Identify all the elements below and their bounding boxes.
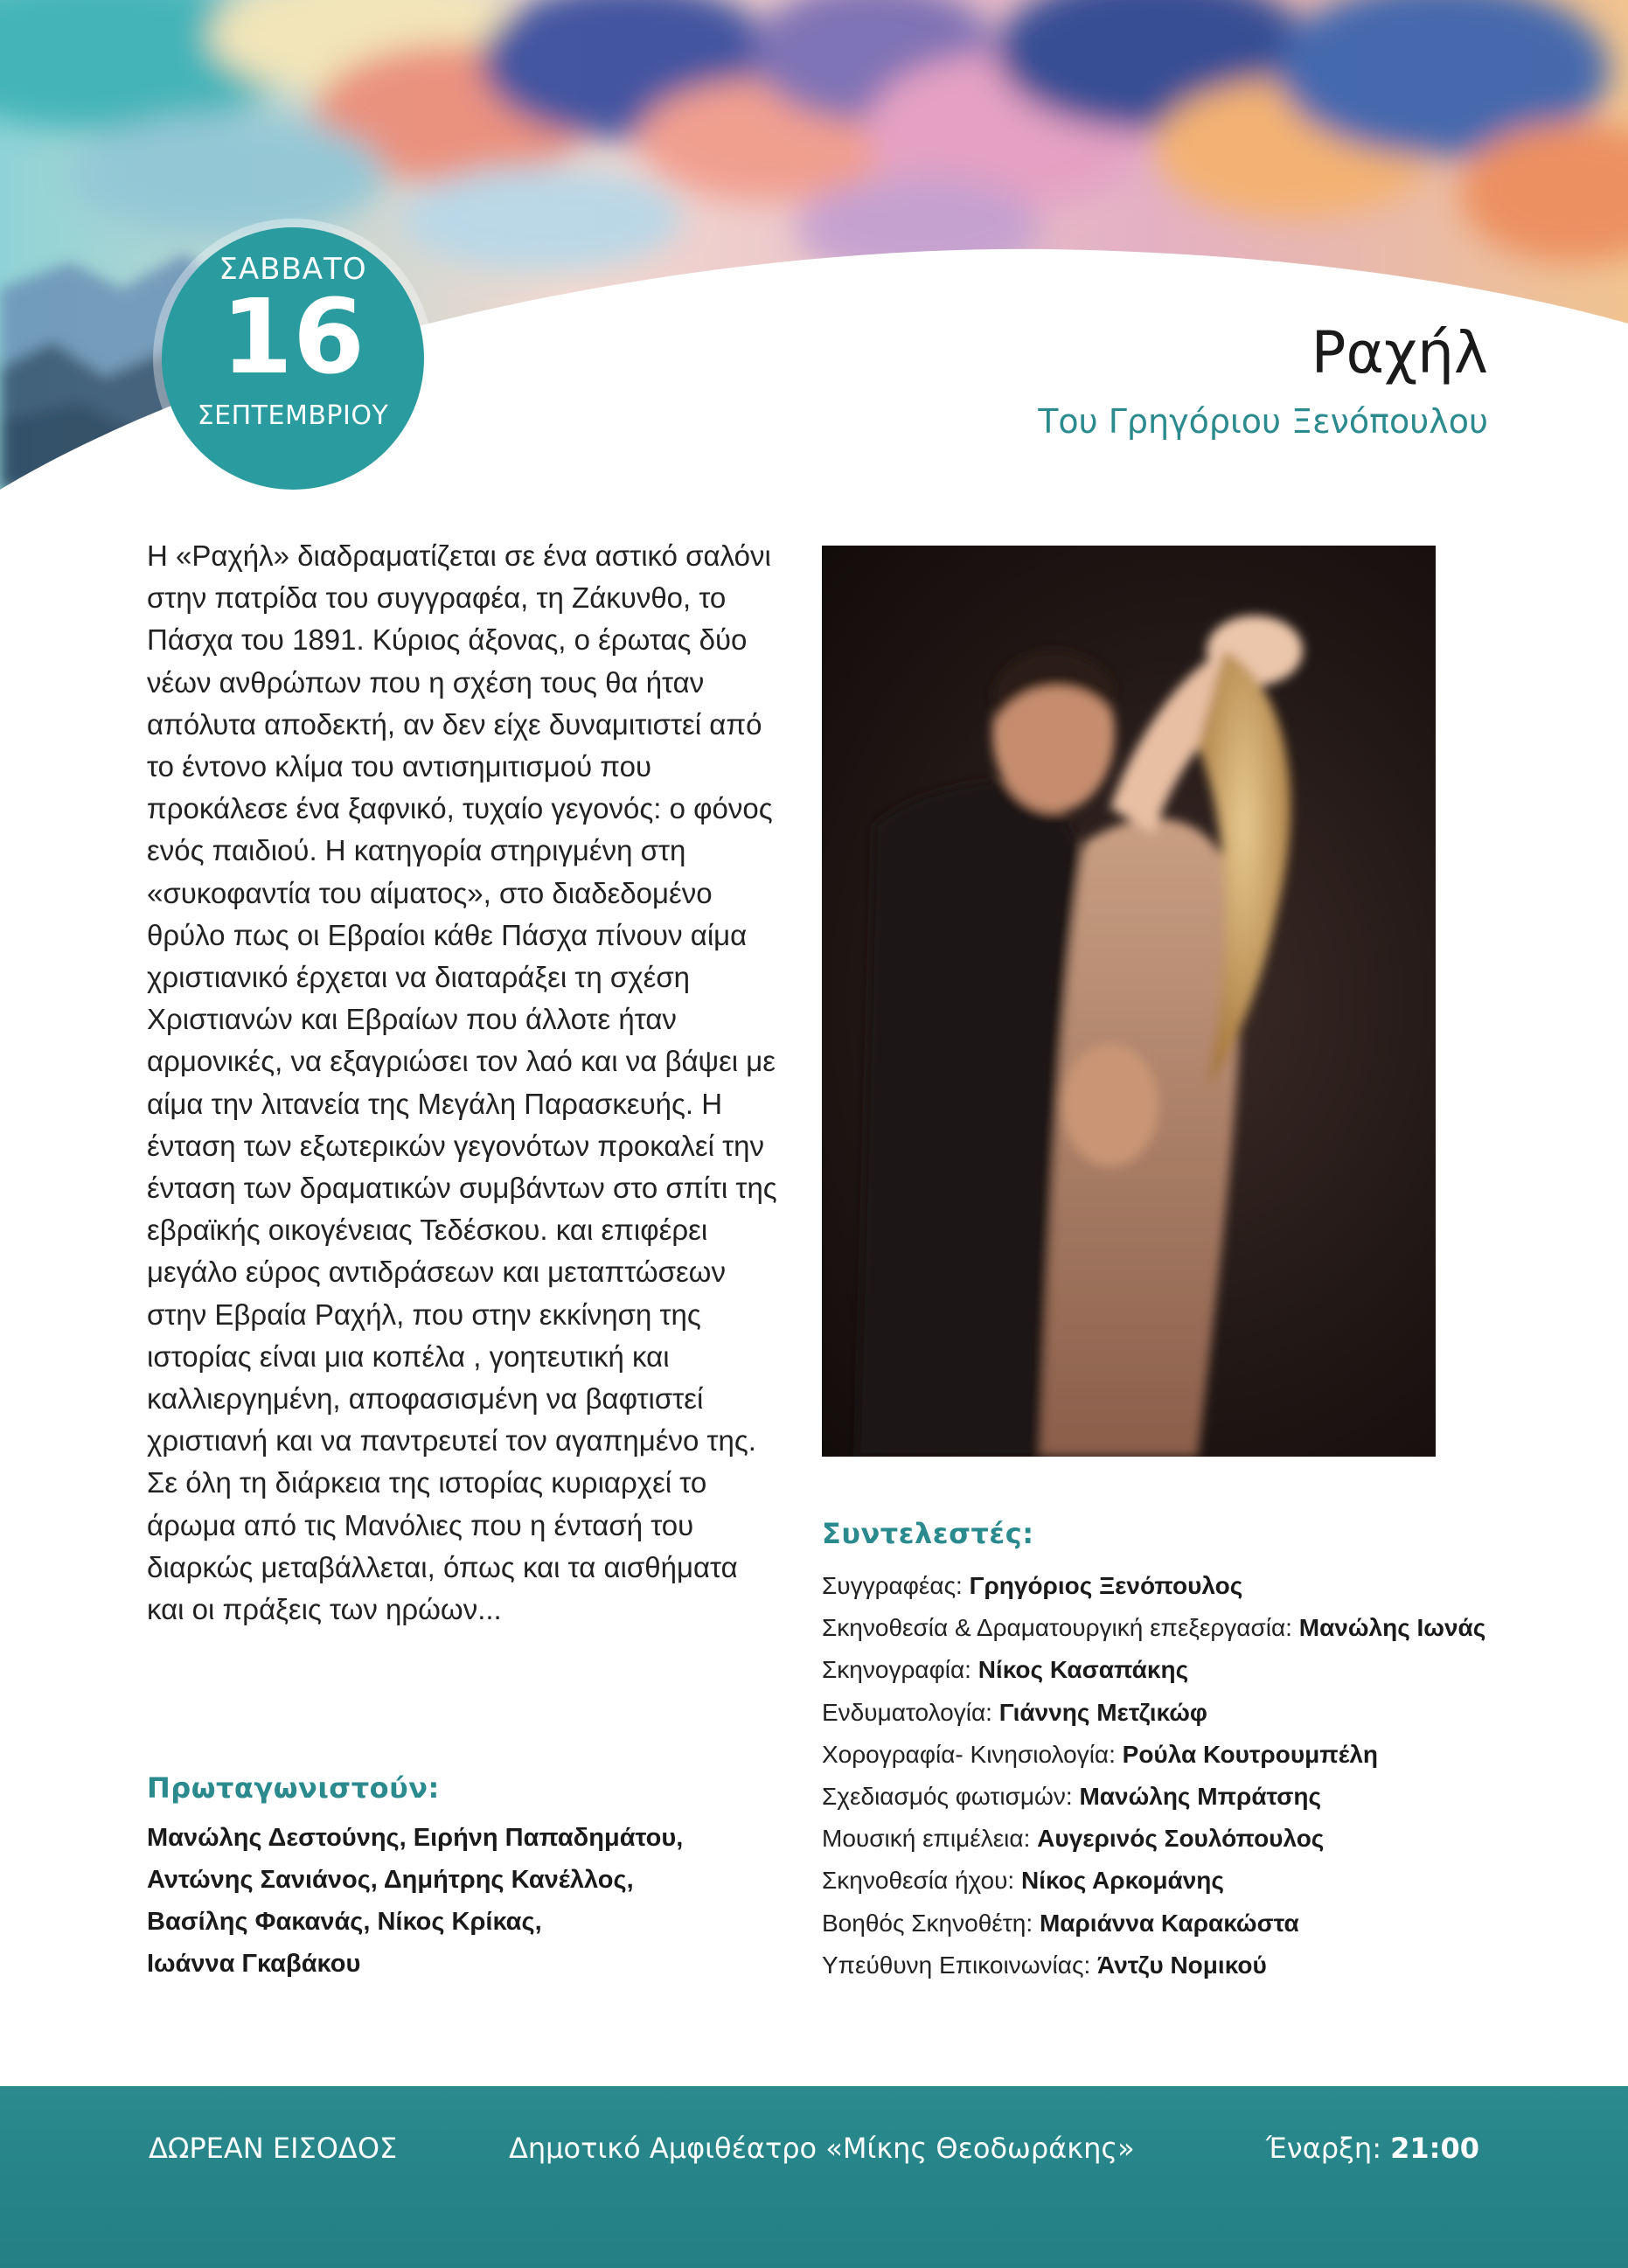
play-title: Ραχήλ [1311, 319, 1488, 386]
credit-role: Μουσική επιμέλεια: [822, 1825, 1038, 1853]
start-time: 21:00 [1390, 2132, 1479, 2165]
credits-heading: Συντελεστές: [822, 1517, 1034, 1550]
credit-line [822, 1565, 1521, 1607]
cast-heading: Πρωταγωνιστούν: [147, 1771, 440, 1805]
credit-line [822, 1649, 1521, 1691]
production-photo [822, 546, 1436, 1457]
credit-name: Μανώλης Μπράτσης [1079, 1783, 1322, 1811]
credit-name: Άντζυ Νομικού [1097, 1951, 1267, 1979]
credit-role: Βοηθός Σκηνοθέτη: [822, 1909, 1040, 1937]
cast-line: Αντώνης Σανιάνος, Δημήτρης Κανέλλος, [147, 1866, 634, 1894]
credit-name: Αυγερινός Σουλόπουλος [1037, 1825, 1325, 1853]
cast-line: Βασίλης Φακανάς, Νίκος Κρίκας, [147, 1908, 542, 1936]
free-entry-label: ΔΩΡΕΑΝ ΕΙΣΟΔΟΣ [149, 2132, 398, 2165]
credit-name: Γιάννης Μετζικώφ [998, 1698, 1207, 1726]
date-weekday: ΣΑΒΒΑΤΟ [219, 252, 367, 287]
venue-label: Δημοτικό Αμφιθέατρο «Μίκης Θεοδωράκης» [509, 2132, 1135, 2165]
credit-role: Χορογραφία- Κινησιολογία: [822, 1740, 1123, 1768]
credit-role: Ενδυματολογία: [822, 1698, 999, 1726]
credit-role: Σκηνογραφία: [822, 1656, 978, 1684]
credit-name: Μανώλης Ιωνάς [1298, 1614, 1486, 1642]
credit-line [822, 1607, 1521, 1649]
credit-line [822, 1860, 1521, 1902]
start-label: Έναρξη: [1265, 2132, 1391, 2165]
cast-list [147, 1817, 759, 1985]
credit-name: Ρούλα Κουτρουμπέλη [1122, 1740, 1379, 1768]
credit-line [822, 1818, 1521, 1860]
credit-role: Σκηνοθεσία ήχου: [822, 1867, 1021, 1895]
credit-role: Συγγραφέας: [822, 1572, 970, 1599]
cast-line: Ιωάννα Γκαβάκου [147, 1950, 361, 1978]
credit-line [822, 1944, 1521, 1986]
credit-name: Νίκος Κασαπάκης [977, 1656, 1189, 1684]
date-month: ΣΕΠΤΕΜΒΡΙΟΥ [197, 400, 389, 431]
synopsis-text: Η «Ραχήλ» διαδραματίζεται σε ένα αστικό σαλόνι στην πατρίδα του συγγραφέα, τη Ζάκυνθο, το Πάσχα του 1891. Κύριος άξονας, ο έρωτας δύο νέων ανθρώπων που η σχέση τους θα ήταν απόλυτα αποδεκτή, αν δεν είχε δυναμιτιστεί από το έντονο κλίμα του αντισημιτισμού που προκάλεσε ένα ξαφνικό, τυχαίο γεγονός: ο φόνος ενός παιδιού. Η κατηγορία στηριγμένη στη «συκοφαντία του αίματος», στο διαδεδομένο θρύλο πως οι Εβραίοι κάθε Πάσχα πίνουν αίμα χριστιανικό έρχεται να διαταράξει τη σχέση Χριστιανών και Εβραίων που άλλοτε ήταν αρμονικές, να εξαγριώσει τον λαό και να βάψει με αίμα την λιτανεία της Μεγάλη Παρασκευής. Η ένταση των εξωτερικών γεγονότων προκαλεί την ένταση των δραματικών συμβάντων στο σπίτι της εβραϊκής οικογένειας Τεδέσκου. και επιφέρει μεγάλο εύρος αντιδράσεων και μεταπτώσεων στην Εβραία Ραχήλ, που στην εκκίνηση της ιστορίας είναι μια κοπέλα , γοητευτική και καλλιεργημένη, αποφασισμένη να βαφτιστεί χριστιανή και να παντρευτεί τον αγαπημένο της. Σε όλη τη διάρκεια της ιστορίας κυριαρχεί το άρωμα από τις Μανόλιες που η έντασή του διαρκώς μεταβάλλεται, όπως και τα αισθήματα και οι πράξεις των ηρώων... [147, 539, 777, 1626]
credit-role: Σχεδιασμός φωτισμών: [822, 1783, 1080, 1811]
credit-line [822, 1734, 1521, 1776]
credit-role: Σκηνοθεσία & Δραματουργική επεξεργασία: [822, 1614, 1299, 1642]
credit-name: Γρηγόριος Ξενόπουλος [969, 1572, 1243, 1599]
footer-bar [0, 2086, 1628, 2268]
date-badge [162, 227, 424, 490]
credit-line [822, 1692, 1521, 1734]
credit-line [822, 1776, 1521, 1818]
cast-line: Μανώλης Δεστούνης, Ειρήνη Παπαδημάτου, [147, 1824, 684, 1852]
credit-name: Νίκος Αρκομάνης [1020, 1867, 1224, 1895]
date-day: 16 [220, 276, 365, 397]
credit-role: Υπεύθυνη Επικοινωνίας: [822, 1951, 1098, 1979]
start-time-label [1266, 2132, 1479, 2165]
credit-name: Μαριάννα Καρακώστα [1039, 1909, 1299, 1937]
credits-list [822, 1565, 1521, 1986]
play-subtitle: Του Γρηγόριου Ξενόπουλου [1038, 402, 1488, 441]
credit-line [822, 1903, 1521, 1944]
